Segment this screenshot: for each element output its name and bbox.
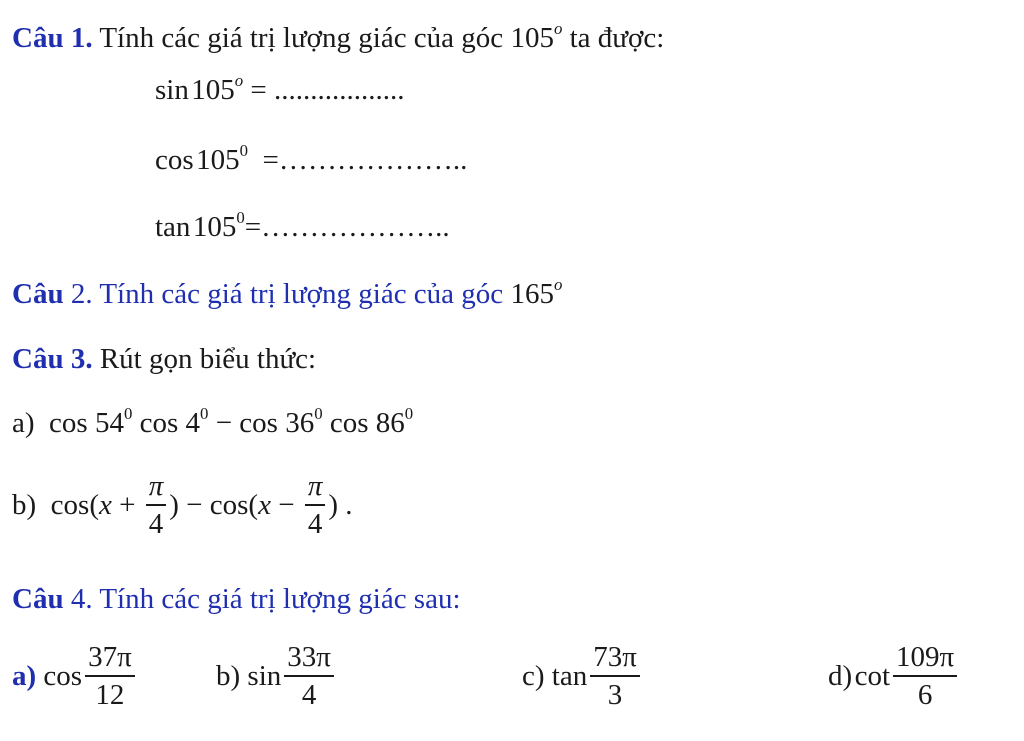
fraction-pi-over-4: $\frac{\pi}{4}$ [146, 472, 167, 539]
question-3-label: Câu 3. [12, 343, 93, 375]
question-2-text: Tính các giá trị lượng giác của góc [99, 278, 504, 310]
question-2-label: Câu [12, 278, 64, 310]
expression-a: a) $\cos 54^0$ $\cos 4^0 - \cos 36^0$ $\cos 86^0$ [12, 403, 414, 439]
answer-blank: ……………….. [261, 211, 450, 243]
question-4-label: Câu [12, 583, 64, 615]
question-1-suffix: ta được: [569, 22, 665, 54]
question-1-label: Câu 1. [12, 22, 93, 54]
part-a-label: a) [12, 407, 35, 439]
question-3-heading [12, 345, 316, 374]
item-b: b) sin $\frac{33\pi}{4}$ [216, 645, 337, 712]
item-c: c) tan $\frac{73\pi}{3}$ [522, 645, 643, 712]
question-3-text: Rút gọn biểu thức: [99, 343, 317, 375]
tan-105-line: tan $105^0=\dots\dots\dots\dots\dots\dots$.. [155, 207, 450, 243]
part-b-label: b) [12, 489, 37, 522]
fraction-pi-over-4: $\frac{\pi}{4}$ [305, 472, 326, 539]
question-1-angle: 105$^o$ [510, 18, 563, 54]
question-4-number: 4. [70, 583, 93, 615]
question-2-heading [12, 274, 563, 310]
sin-105-line: sin $105^o$ = .................. [155, 70, 405, 106]
question-2-angle: 165$^o$ [510, 274, 563, 310]
expression-b: b) cos(x + $\frac{\pi}{4}$ ) − cos(x − $\frac{\pi}{4}$ ) . [12, 470, 353, 540]
question-4-heading [12, 585, 461, 614]
cos-105-line: cos $105^0$ =……………….. [155, 140, 468, 176]
question-4-text: Tính các giá trị lượng giác sau: [99, 583, 461, 615]
item-d: d) cot $\frac{109\pi}{6}$ [828, 645, 960, 712]
question-2-number: 2. [70, 278, 93, 310]
item-a: a) cos $\frac{37\pi}{12}$ [12, 645, 138, 712]
question-1-heading [12, 18, 665, 54]
answer-blank: ……………….. [278, 144, 468, 176]
answer-blank: .................. [274, 74, 405, 106]
question-1-text: Tính các giá trị lượng giác của góc [99, 22, 504, 54]
